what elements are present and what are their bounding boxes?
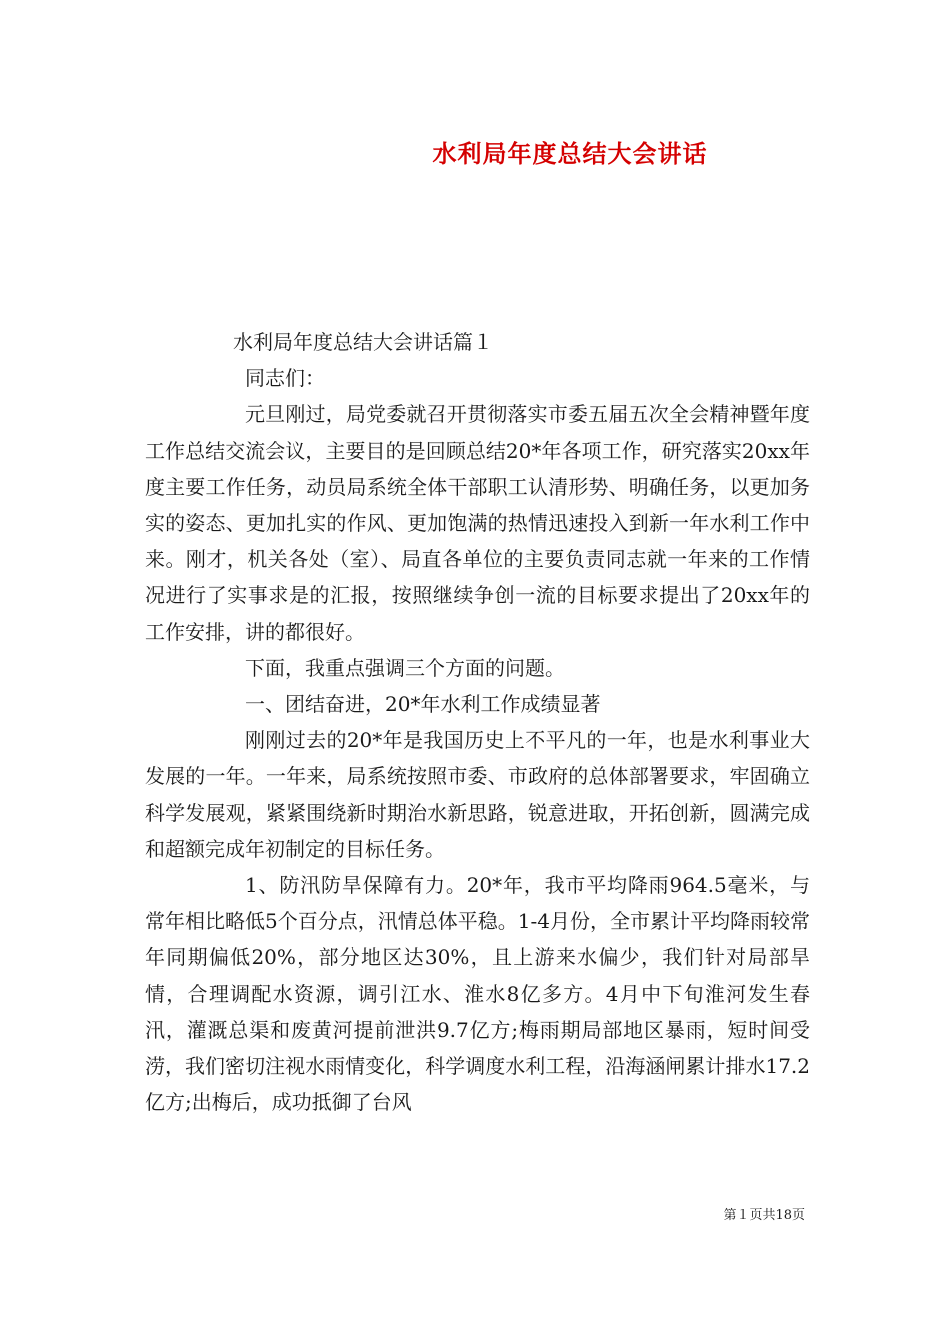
page-number: 第１页共18页: [723, 1208, 805, 1223]
subsection-heading: 一、团结奋进，20*年水利工作成绩显著: [245, 692, 601, 717]
transition-paragraph: 下面，我重点强调三个方面的问题。: [245, 655, 565, 680]
salutation-paragraph: 同志们：: [245, 366, 325, 391]
achievement-paragraph: 刚刚过去的20*年是我国历史上不平凡的一年，也是水利事业大发展的一年。一年来，局系统按照市委、市政府的总体部署要求，牢固确立科学发展观，紧紧围绕新时期治水新思路，锐意进取，开拓创新，圆满完成和超额完成年初制定的目标任务。: [145, 728, 810, 861]
document-body: [145, 324, 810, 1120]
document-title: 水利局年度总结大会讲话: [432, 140, 708, 168]
flood-control-paragraph: 1、防汛防旱保障有力。20*年，我市平均降雨964.5毫米，与常年相比略低5个百分点，汛情总体平稳。1-4月份，全市累计平均降雨较常年同期偏低20%，部分地区达30%，且上游来水偏少，我们针对局部旱情，合理调配水资源，调引江水、淮水8亿多方。4月中下旬淮河发生春汛，灌溉总渠和废黄河提前泄洪9.7亿方;梅雨期局部地区暴雨，短时间受涝，我们密切注视水雨情变化，科学调度水利工程，沿海涵闸累计排水17.2亿方;出梅后，成功抵御了台风: [145, 873, 810, 1115]
intro-paragraph: 元旦刚过，局党委就召开贯彻落实市委五届五次全会精神暨年度工作总结交流会议，主要目的是回顾总结20*年各项工作，研究落实20xx年度主要工作任务，动员局系统全体干部职工认清形势、明确任务，以更加务实的姿态、更加扎实的作风、更加饱满的热情迅速投入到新一年水利工作中来。刚才，机关各处（室）、局直各单位的主要负责同志就一年来的工作情况进行了实事求是的汇报，按照继续争创一流的目标要求提出了20xx年的工作安排，讲的都很好。: [145, 402, 810, 644]
section-heading: 水利局年度总结大会讲话篇１: [233, 330, 493, 354]
